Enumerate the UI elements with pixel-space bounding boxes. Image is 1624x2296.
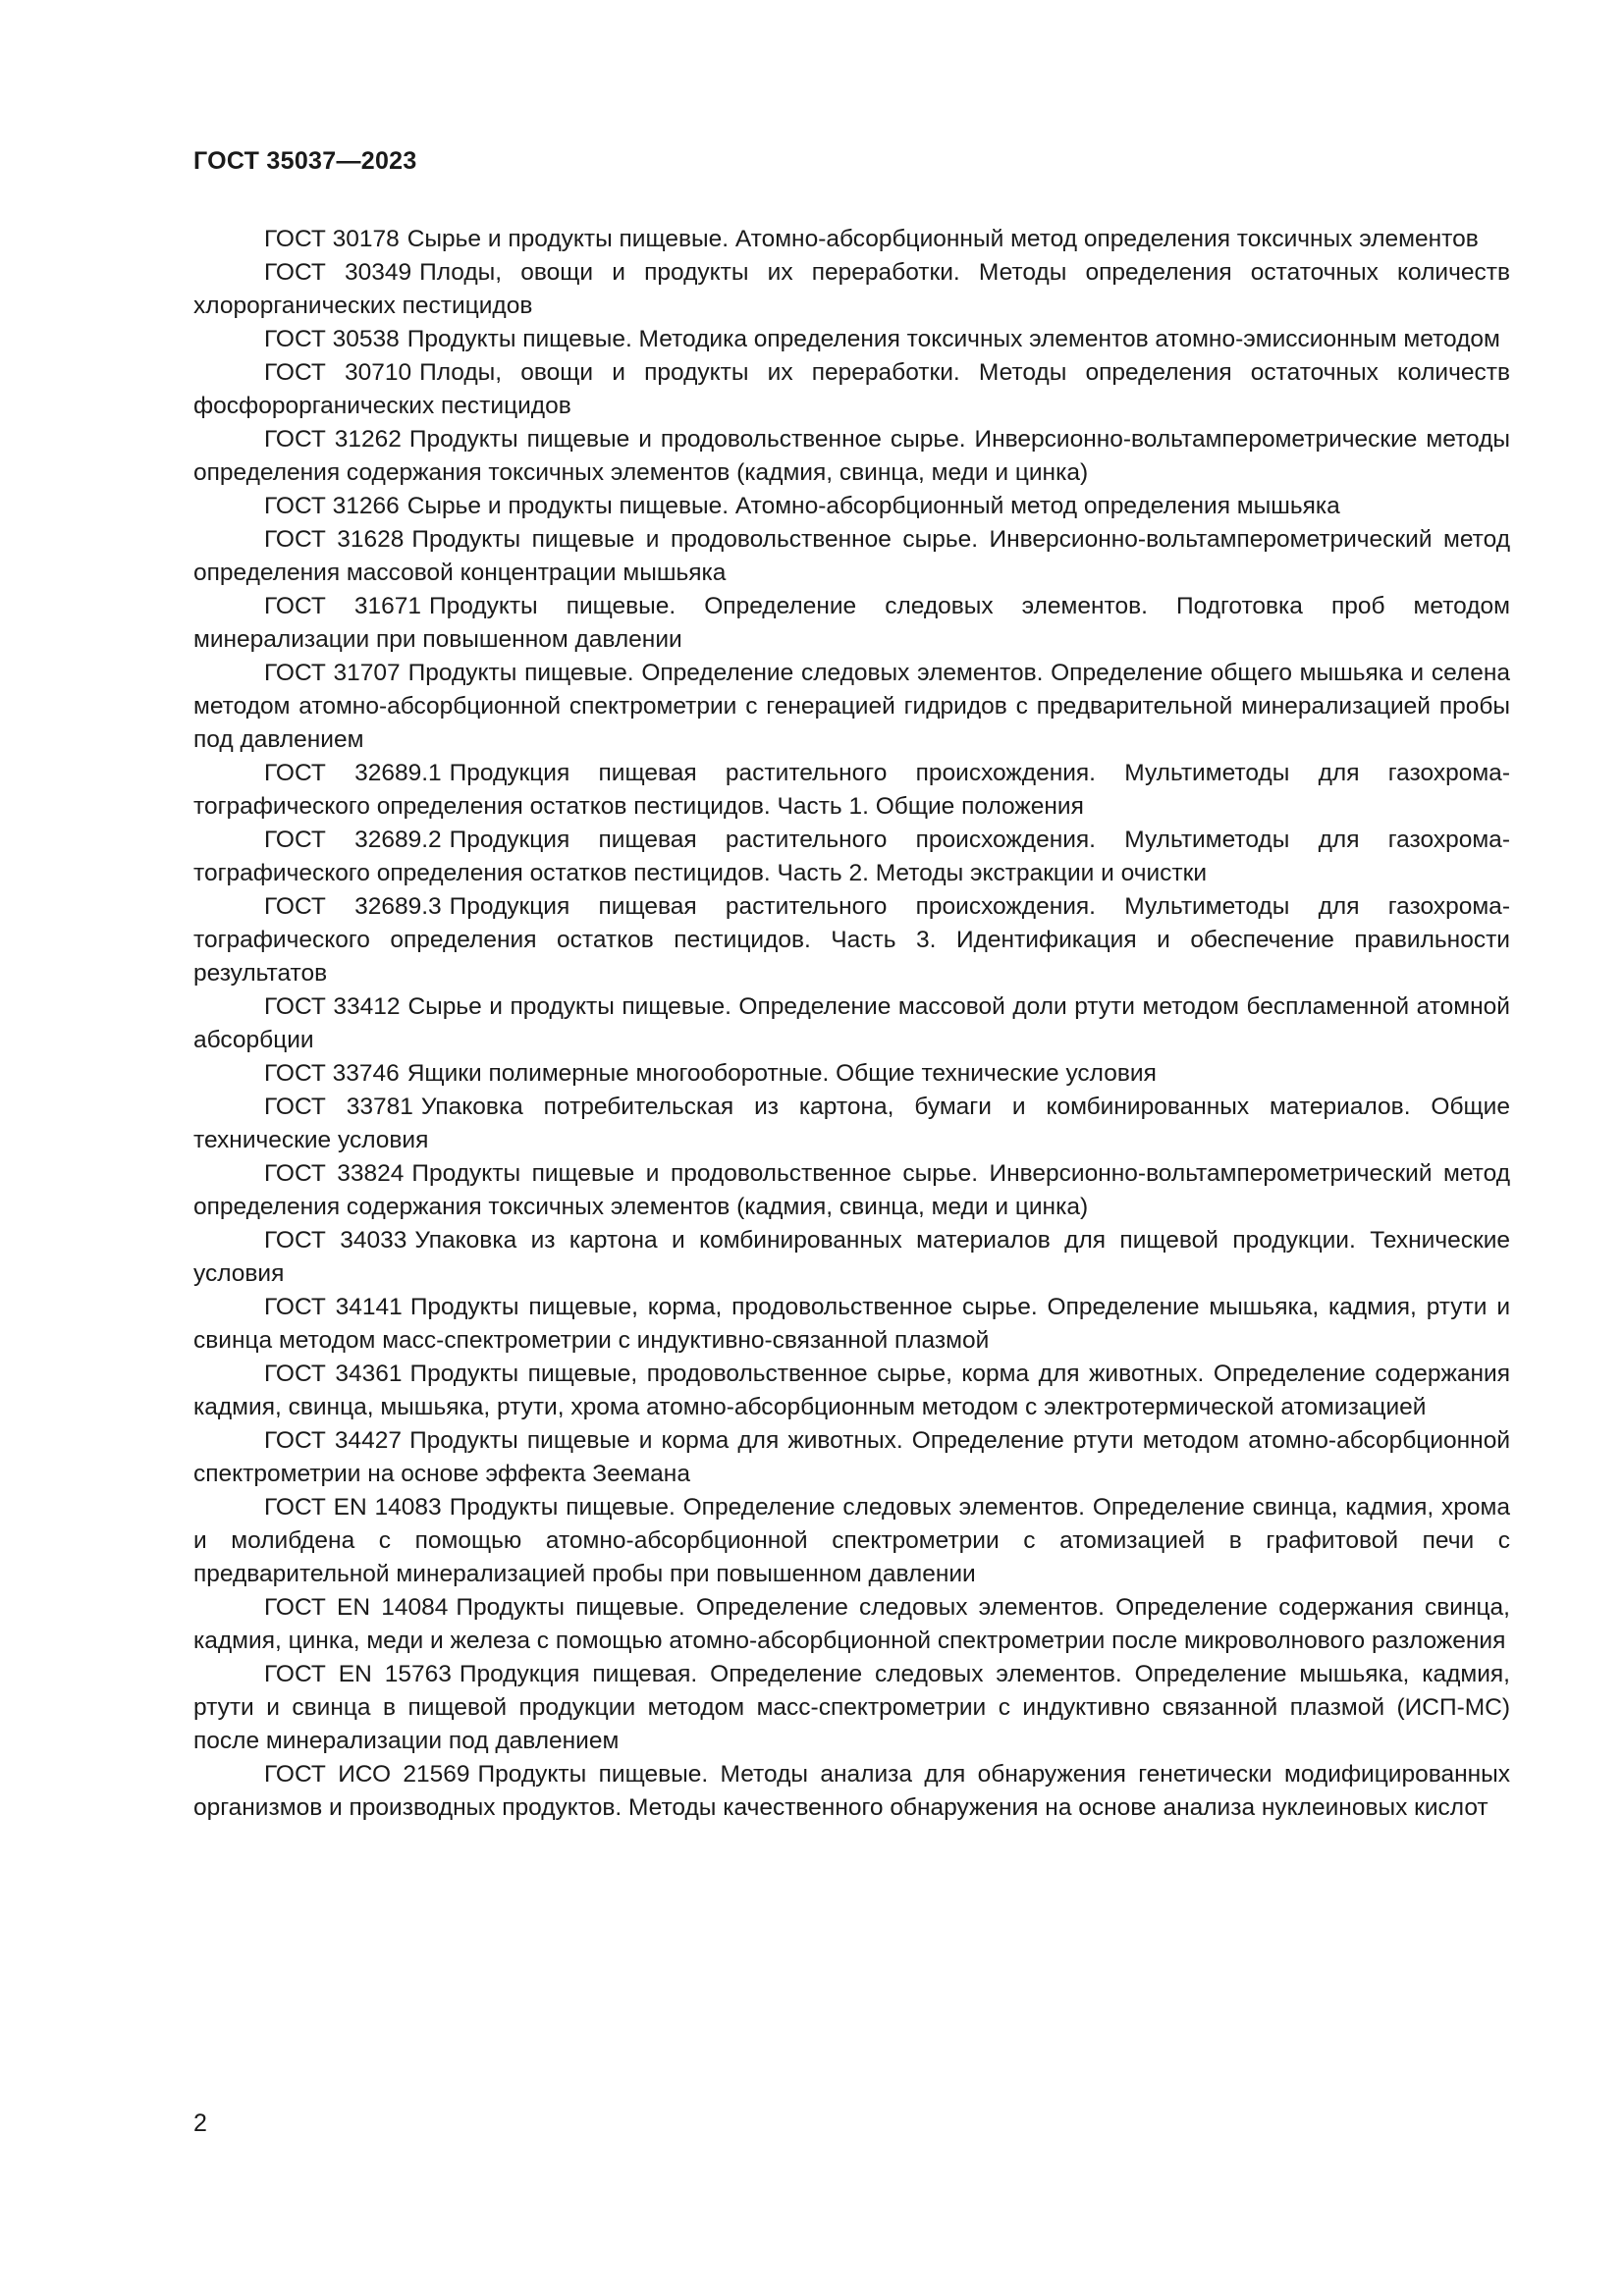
reference-item <box>193 1491 1510 1591</box>
reference-title: Упаковка потребительская из картона, бумаги и комбинированных материалов. Общие технические условия <box>193 1094 1510 1153</box>
reference-code: ГОСТ 32689.3 <box>264 893 442 920</box>
reference-item <box>193 990 1510 1057</box>
reference-title: Плоды, овощи и продукты их переработки. Методы определения остаточных количеств фосфорорганических пестицидов <box>193 359 1510 419</box>
reference-title: Продукты пищевые. Определение следовых элементов. Подготовка проб методом минерализации при повышенном давлении <box>193 593 1510 653</box>
reference-title: Продукты пищевые и продовольственное сырье. Инверсионно-вольтамперометрический метод определения содержания токсичных элементов (кадмия, свинца, меди и цинка) <box>193 1160 1510 1220</box>
reference-code: ГОСТ 33412 <box>264 993 401 1020</box>
reference-title: Продукция пищевая растительного происхождения. Мультиметоды для газохроматографического определения остатков пестицидов. Часть 2. Методы экстракции и очистки <box>193 827 1510 886</box>
reference-code: ГОСТ 30710 <box>264 359 412 386</box>
reference-title: Продукты пищевые. Определение следовых элементов. Определение свинца, кадмия, хрома и молибдена с помощью атомно-абсорбционной спектрометрии с атомизацией в графитовой печи с предварительной минерализацией пробы при повышенном давлении <box>193 1494 1510 1587</box>
reference-code: ГОСТ 31707 <box>264 660 401 686</box>
reference-code: ГОСТ 33781 <box>264 1094 413 1120</box>
reference-title: Сырье и продукты пищевые. Определение массовой доли ртути методом беспламенной атомной абсорбции <box>193 993 1510 1053</box>
reference-code: ГОСТ 30538 <box>264 326 400 352</box>
reference-item <box>193 490 1510 523</box>
reference-title: Ящики полимерные многооборотные. Общие технические условия <box>406 1060 1157 1087</box>
reference-item <box>193 423 1510 490</box>
reference-code: ГОСТ 34361 <box>264 1361 403 1387</box>
reference-code: ГОСТ EN 15763 <box>264 1661 452 1687</box>
reference-item <box>193 1658 1510 1758</box>
reference-item <box>193 1758 1510 1825</box>
reference-item <box>193 356 1510 423</box>
reference-title: Сырье и продукты пищевые. Атомно-абсорбционный метод определения мышьяка <box>406 493 1340 519</box>
reference-title: Продукты пищевые и продовольственное сырье. Инверсионно-вольтамперометрические методы определения содержания токсичных элементов (кадмия, свинца, меди и цинка) <box>193 426 1510 486</box>
reference-code: ГОСТ 32689.1 <box>264 760 442 786</box>
reference-item <box>193 1057 1510 1091</box>
reference-item <box>193 890 1510 990</box>
reference-item <box>193 523 1510 590</box>
reference-code: ГОСТ 32689.2 <box>264 827 442 853</box>
reference-code: ГОСТ 31671 <box>264 593 421 619</box>
reference-title: Продукты пищевые и корма для животных. Определение ртути методом атомно-абсорбционной спектрометрии на основе эффекта Зеемана <box>193 1427 1511 1487</box>
reference-title: Плоды, овощи и продукты их переработки. Методы определения остаточных количеств хлорорганических пестицидов <box>193 259 1510 319</box>
reference-title: Продукты пищевые. Методика определения токсичных элементов атомно-эмиссионным методом <box>406 326 1500 352</box>
reference-title: Упаковка из картона и комбинированных материалов для пищевой продукции. Технические условия <box>193 1227 1511 1287</box>
reference-item <box>193 1591 1510 1658</box>
reference-title: Продукты пищевые. Определение следовых элементов. Определение общего мышьяка и селена методом атомно-абсорбционной спектрометрии с генерацией гидридов с предварительной минерализацией пробы под давлением <box>193 660 1510 753</box>
reference-item <box>193 1224 1510 1291</box>
reference-item <box>193 590 1510 657</box>
reference-code: ГОСТ ИСО 21569 <box>264 1761 470 1788</box>
reference-item <box>193 1091 1510 1157</box>
reference-code: ГОСТ 30349 <box>264 259 412 286</box>
reference-item <box>193 1291 1510 1358</box>
reference-code: ГОСТ 34033 <box>264 1227 407 1254</box>
reference-code: ГОСТ 34141 <box>264 1294 403 1320</box>
reference-code: ГОСТ 34427 <box>264 1427 403 1454</box>
reference-code: ГОСТ 33746 <box>264 1060 400 1087</box>
page-number: 2 <box>193 2109 207 2137</box>
reference-item <box>193 1424 1510 1491</box>
reference-title: Продукция пищевая растительного происхождения. Мультиметоды для газохроматографического определения остатков пестицидов. Часть 3. Идентификация и обеспечение правильности результатов <box>193 893 1510 987</box>
document-header: ГОСТ 35037—2023 <box>193 147 417 175</box>
reference-item <box>193 323 1510 356</box>
reference-item <box>193 824 1510 890</box>
reference-item <box>193 256 1510 323</box>
reference-title: Продукты пищевые, продовольственное сырье, корма для животных. Определение содержания кадмия, свинца, мышьяка, ртути, хрома атомно-абсорбционным методом с электротермической атомизацией <box>193 1361 1510 1420</box>
reference-code: ГОСТ 33824 <box>264 1160 405 1187</box>
reference-item <box>193 223 1510 256</box>
reference-code: ГОСТ 31628 <box>264 526 405 553</box>
reference-code: ГОСТ EN 14084 <box>264 1594 449 1621</box>
reference-item <box>193 1358 1510 1424</box>
reference-code: ГОСТ EN 14083 <box>264 1494 442 1521</box>
reference-title: Продукты пищевые. Определение следовых элементов. Определение содержания свинца, кадмия, цинка, меди и железа с помощью атомно-абсорбционной спектрометрии после микроволнового разложения <box>193 1594 1510 1654</box>
reference-title: Продукция пищевая. Определение следовых элементов. Определение мышьяка, кадмия, ртути и свинца в пищевой продукции методом масс-спектрометрии с индуктивно связанной плазмой (ИСП-МС) после минерализации под давлением <box>193 1661 1510 1754</box>
reference-code: ГОСТ 30178 <box>264 226 400 252</box>
reference-item <box>193 1157 1510 1224</box>
reference-code: ГОСТ 31266 <box>264 493 400 519</box>
reference-item <box>193 657 1510 757</box>
reference-title: Сырье и продукты пищевые. Атомно-абсорбционный метод определения токсичных элементов <box>406 226 1479 252</box>
reference-title: Продукты пищевые и продовольственное сырье. Инверсионно-вольтамперометрический метод определения массовой концентрации мышьяка <box>193 526 1510 586</box>
reference-title: Продукция пищевая растительного происхождения. Мультиметоды для газохроматографического определения остатков пестицидов. Часть 1. Общие положения <box>193 760 1510 820</box>
reference-code: ГОСТ 31262 <box>264 426 402 453</box>
reference-title: Продукты пищевые, корма, продовольственное сырье. Определение мышьяка, кадмия, ртути и свинца методом масс-спектрометрии с индуктивно-связанной плазмой <box>193 1294 1511 1354</box>
reference-item <box>193 757 1510 824</box>
normative-references-list <box>193 223 1510 1825</box>
reference-title: Продукты пищевые. Методы анализа для обнаружения генетически модифицированных организмов и производных продуктов. Методы качественного обнаружения на основе анализа нуклеиновых кислот <box>193 1761 1510 1821</box>
